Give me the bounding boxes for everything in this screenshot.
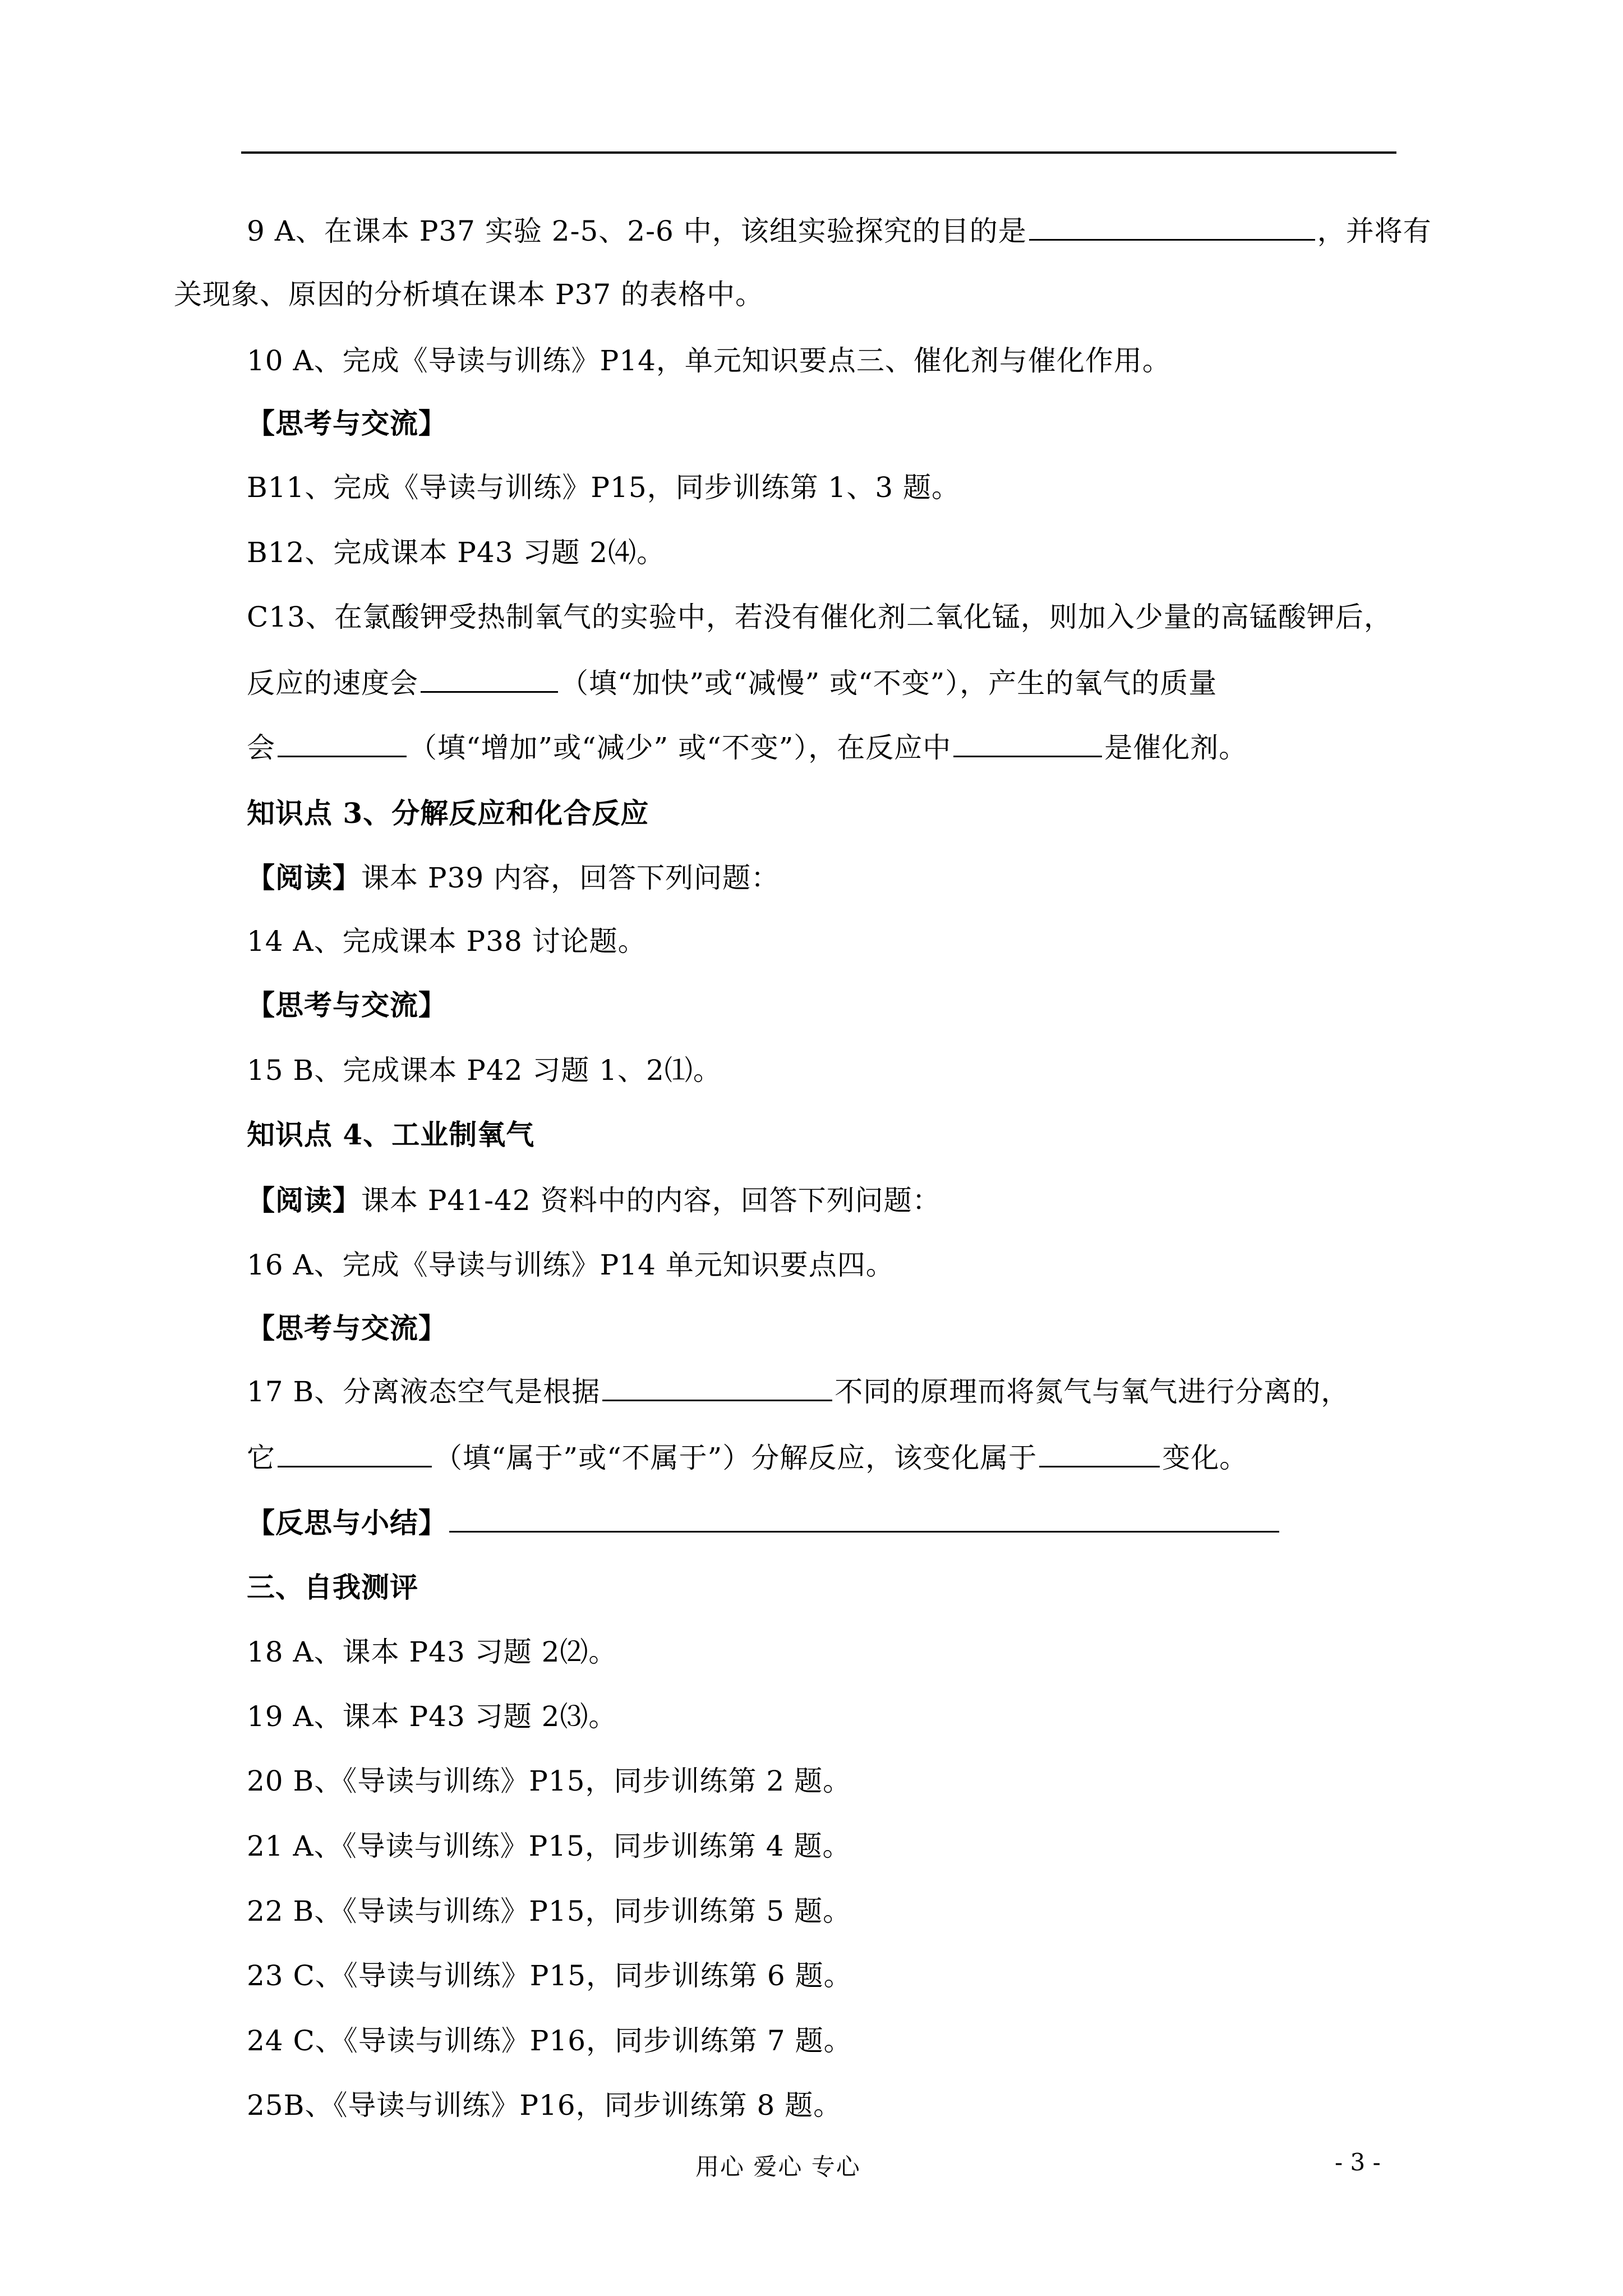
reflection-blank[interactable]	[449, 1505, 1279, 1533]
question-19: 19 A、课本 P43 习题 2⑶。	[247, 1700, 617, 1733]
knowledge-point-3-heading: 知识点 3、分解反应和化合反应	[247, 797, 649, 830]
question-23: 23 C、《导读与训练》P15，同步训练第 6 题。	[247, 1959, 852, 1992]
reading-instruction-2: 【阅读】课本 P41-42 资料中的内容，回答下列问题：	[247, 1184, 941, 1217]
question-c13-line-3: 会 （填“增加”或“减少” 或“不变”），在反应中 是催化剂。	[247, 728, 1247, 767]
question-c13-line-2: 反应的速度会 （填“加快”或“减慢” 或“不变”），产生的氧气的质量	[247, 664, 1217, 703]
reflection-line: 【反思与小结】	[247, 1503, 1281, 1543]
question-b11: B11、完成《导读与训练》P15，同步训练第 1、3 题。	[247, 471, 961, 504]
knowledge-point-4-heading: 知识点 4、工业制氧气	[247, 1118, 535, 1151]
question-24: 24 C、《导读与训练》P16，同步训练第 7 题。	[247, 2024, 852, 2057]
question-21: 21 A、《导读与训练》P15，同步训练第 4 题。	[247, 1830, 851, 1862]
answer-blank[interactable]	[278, 1440, 432, 1467]
question-10: 10 A、完成《导读与训练》P14，单元知识要点三、催化剂与催化作用。	[247, 344, 1171, 377]
answer-blank[interactable]	[953, 730, 1102, 757]
question-c13-line-1: C13、在氯酸钾受热制氧气的实验中，若没有催化剂二氧化锰，则加入少量的高锰酸钾后，	[247, 601, 1393, 633]
answer-blank[interactable]	[421, 665, 558, 693]
section-3-heading: 三、自我测评	[247, 1571, 418, 1604]
question-25: 25B、《导读与训练》P16，同步训练第 8 题。	[247, 2089, 842, 2122]
question-15: 15 B、完成课本 P42 习题 1、2⑴。	[247, 1054, 722, 1087]
page-number: - 3 -	[1335, 2148, 1381, 2176]
header-rule	[241, 151, 1396, 154]
think-exchange-heading: 【思考与交流】	[247, 407, 447, 440]
answer-blank[interactable]	[278, 730, 407, 757]
question-17-line-1: 17 B、分离液态空气是根据 不同的原理而将氮气与氧气进行分离的，	[247, 1372, 1349, 1411]
question-9-line-2: 关现象、原因的分析填在课本 P37 的表格中。	[174, 278, 764, 311]
question-17-line-2: 它 （填“属于”或“不属于”）分解反应，该变化属于 变化。	[247, 1438, 1248, 1478]
answer-blank[interactable]	[1039, 1440, 1160, 1467]
reading-instruction-1: 【阅读】课本 P39 内容，回答下列问题：	[247, 861, 780, 894]
answer-blank[interactable]	[1029, 213, 1315, 241]
think-exchange-heading: 【思考与交流】	[247, 1312, 447, 1345]
question-22: 22 B、《导读与训练》P15，同步训练第 5 题。	[247, 1895, 852, 1927]
question-9-line-1: 9 A、在课本 P37 实验 2-5、2-6 中，该组实验探究的目的是 ，并将有	[247, 211, 1432, 251]
think-exchange-heading: 【思考与交流】	[247, 988, 447, 1022]
question-14: 14 A、完成课本 P38 讨论题。	[247, 925, 647, 958]
answer-blank[interactable]	[602, 1374, 832, 1401]
question-b12: B12、完成课本 P43 习题 2⑷。	[247, 536, 666, 569]
question-18: 18 A、课本 P43 习题 2⑵。	[247, 1636, 617, 1668]
question-20: 20 B、《导读与训练》P15，同步训练第 2 题。	[247, 1765, 852, 1797]
footer-motto: 用心 爱心 专心	[695, 2153, 861, 2180]
question-16: 16 A、完成《导读与训练》P14 单元知识要点四。	[247, 1249, 895, 1281]
